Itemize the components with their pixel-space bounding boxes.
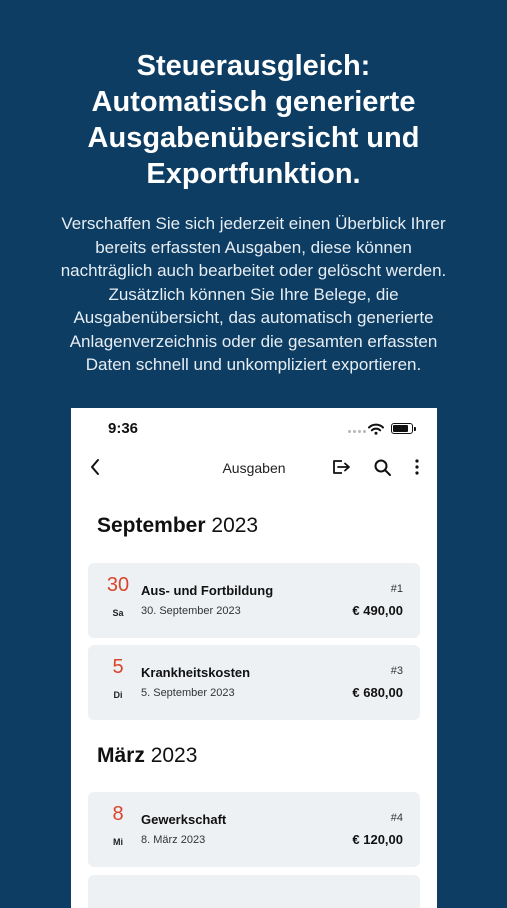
wifi-icon — [368, 422, 384, 440]
expense-card[interactable] — [88, 792, 420, 867]
intro-line: Anlagenverzeichnis oder die gesamten erfassten — [69, 331, 438, 351]
expense-amount: € 680,00 — [352, 685, 403, 700]
headline-line: Ausgabenübersicht und — [87, 122, 420, 154]
expense-date: 5. September 2023 — [141, 687, 235, 699]
intro-line: Ausgabenübersicht, das automatisch generierte — [73, 308, 434, 327]
headline — [20, 48, 487, 192]
expense-card[interactable] — [88, 645, 420, 720]
expense-card[interactable] — [88, 563, 420, 638]
headline-line: Automatisch generierte — [91, 86, 416, 118]
expense-weekday: Sa — [112, 608, 124, 618]
section-heading — [97, 514, 258, 538]
expense-date: 30. September 2023 — [141, 605, 241, 617]
expense-title: Aus- und Fortbildung — [141, 583, 274, 598]
expense-amount: € 490,00 — [352, 603, 403, 618]
intro-line: Daten schnell und unkompliziert exportieren. — [85, 355, 422, 374]
expense-day: 8 — [112, 803, 124, 825]
expense-card-partial[interactable] — [88, 875, 420, 908]
section-year: 2023 — [150, 744, 198, 767]
expense-date: 8. März 2023 — [141, 834, 206, 846]
expense-number: #3 — [390, 665, 403, 677]
intro-text — [20, 212, 487, 377]
nav-bar — [71, 452, 437, 484]
phone-screen — [71, 408, 437, 908]
status-time: 9:36 — [108, 420, 139, 437]
expense-number: #4 — [390, 812, 403, 824]
section-month: September — [97, 514, 206, 537]
battery-icon — [391, 423, 413, 434]
export-icon[interactable] — [331, 457, 351, 482]
expense-amount: € 120,00 — [352, 832, 403, 847]
section-heading — [97, 744, 197, 768]
expense-weekday: Di — [113, 690, 123, 700]
intro-line: bereits erfassten Ausgaben, diese können — [95, 237, 412, 257]
headline-line: Steuerausgleich: — [136, 50, 371, 82]
expense-title: Gewerkschaft — [141, 812, 227, 827]
more-icon[interactable] — [414, 458, 420, 481]
expense-title: Krankheitskosten — [141, 665, 251, 680]
expense-weekday: Mi — [113, 837, 123, 847]
intro-line: nachträglich auch bearbeitet oder gelöscht werden. — [60, 261, 447, 280]
intro-line: Verschaffen Sie sich jederzeit einen Überblick Ihrer — [61, 214, 446, 233]
expense-day: 30 — [106, 574, 130, 596]
search-icon[interactable] — [373, 458, 392, 482]
section-year: 2023 — [211, 514, 259, 537]
intro-line: Zusätzlich können Sie Ihre Belege, die — [108, 284, 399, 304]
signal-icon — [348, 430, 366, 433]
expense-day: 5 — [112, 656, 124, 678]
section-month: März — [97, 744, 145, 767]
headline-line: Exportfunktion. — [146, 158, 361, 190]
page-title: Ausgaben — [222, 460, 286, 476]
status-bar — [71, 408, 437, 448]
expense-number: #1 — [390, 583, 403, 595]
